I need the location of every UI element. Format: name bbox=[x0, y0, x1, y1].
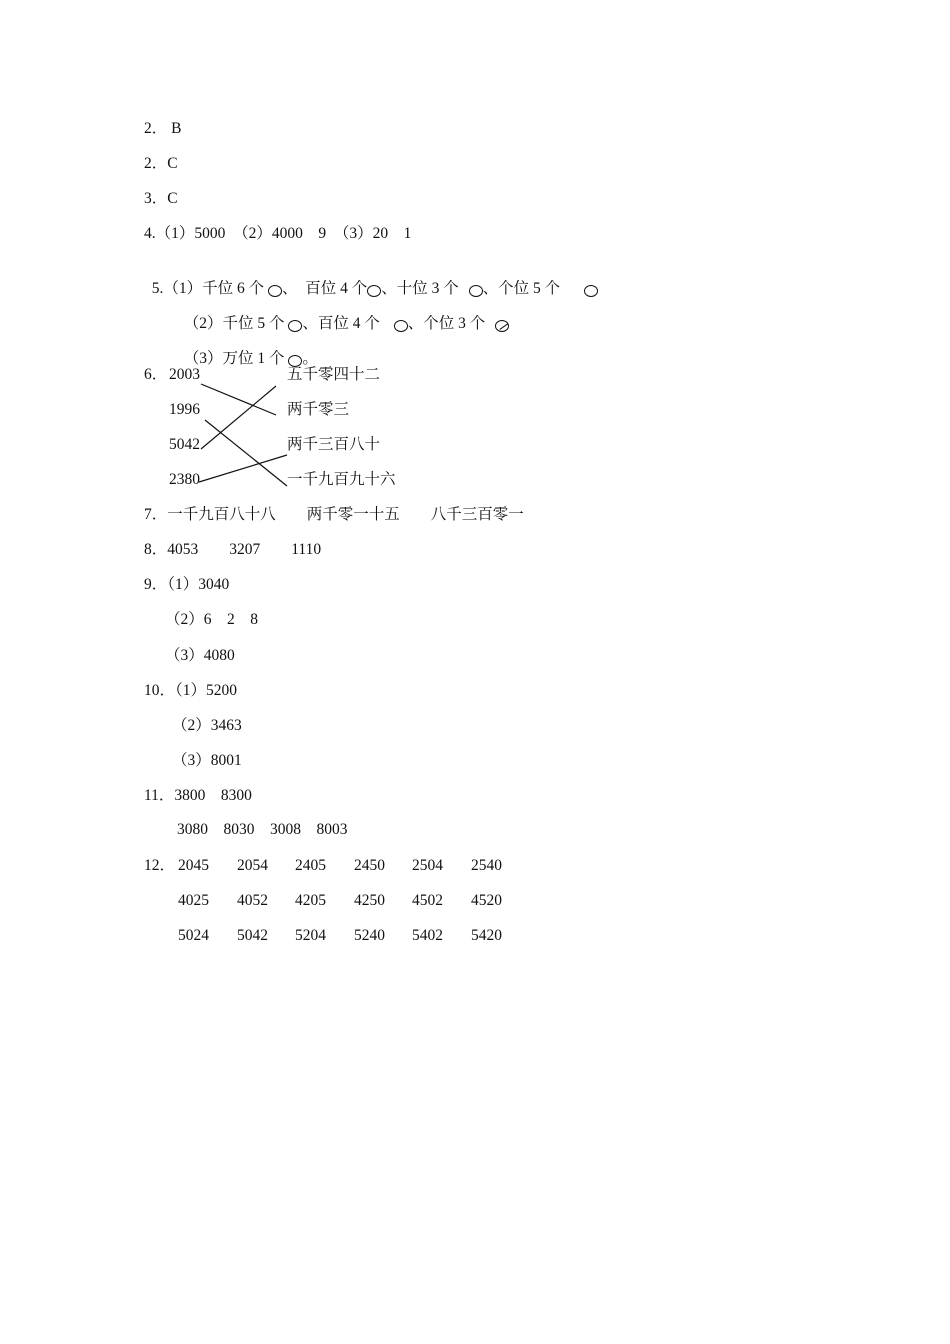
answer-8: 8．4053 3207 1110 bbox=[144, 541, 322, 558]
text: （2）千位 5 个 bbox=[183, 315, 289, 332]
number-cell: 2504 bbox=[412, 857, 443, 874]
number-cell: 4520 bbox=[471, 892, 502, 909]
match-right-item: 两千三百八十 bbox=[287, 436, 381, 453]
answer-11-line-2: 3080 8030 3008 8003 bbox=[177, 821, 348, 838]
match-left-item: 5042 bbox=[169, 436, 200, 453]
answer-7: 7．一千九百八十八 两千零一十五 八千三百零一 bbox=[144, 506, 524, 523]
text: 、 百位 4 个 bbox=[282, 280, 368, 297]
answer-10-line-2: （2）3463 bbox=[172, 717, 242, 734]
match-right-item: 一千九百九十六 bbox=[287, 471, 396, 488]
answer-10-line-1: 10．（1）5200 bbox=[144, 682, 238, 699]
number-cell: 4025 bbox=[178, 892, 209, 909]
text: （3）万位 1 个 bbox=[183, 350, 289, 367]
match-left-item: 2380 bbox=[169, 471, 200, 488]
number-cell: 2450 bbox=[354, 857, 385, 874]
number-cell: 5204 bbox=[295, 927, 326, 944]
number-cell: 5042 bbox=[237, 927, 268, 944]
number-cell: 2045 bbox=[178, 857, 209, 874]
match-right-item: 五千零四十二 bbox=[287, 366, 381, 383]
text: 、个位 3 个 bbox=[407, 315, 490, 332]
number-cell: 5024 bbox=[178, 927, 209, 944]
number-cell: 4502 bbox=[412, 892, 443, 909]
text: 、个位 5 个 bbox=[482, 280, 561, 297]
number-cell: 5240 bbox=[354, 927, 385, 944]
number-cell: 4205 bbox=[295, 892, 326, 909]
number-cell: 2405 bbox=[295, 857, 326, 874]
answer-11-line-1: 11．3800 8300 bbox=[144, 787, 252, 804]
number-cell: 4052 bbox=[237, 892, 268, 909]
text: 5.（1）千位 6 个 bbox=[151, 280, 269, 297]
number-cell: 4250 bbox=[354, 892, 385, 909]
match-line bbox=[201, 386, 276, 449]
text: 、百位 4 个 bbox=[302, 315, 384, 332]
answer-9-line-1: 9．（1）3040 bbox=[144, 576, 230, 593]
match-line bbox=[201, 384, 276, 415]
match-left-item: 2003 bbox=[169, 366, 200, 383]
match-line bbox=[199, 455, 287, 482]
answer-12-label: 12． bbox=[144, 857, 176, 874]
text: 。 bbox=[302, 350, 318, 367]
answer-4: 4.（1）5000 （2）4000 9 （3）20 1 bbox=[144, 225, 412, 242]
answer-2: 2．C bbox=[144, 155, 178, 172]
match-left-item: 1996 bbox=[169, 401, 200, 418]
answer-1: 2． B bbox=[144, 120, 182, 137]
answer-9-line-2: （2）6 2 8 bbox=[165, 611, 259, 628]
number-cell: 2054 bbox=[237, 857, 268, 874]
number-cell: 5420 bbox=[471, 927, 502, 944]
number-cell: 2540 bbox=[471, 857, 502, 874]
text: 、十位 3 个 bbox=[381, 280, 463, 297]
match-right-item: 两千零三 bbox=[287, 401, 350, 418]
answer-3: 3．C bbox=[144, 190, 178, 207]
number-cell: 5402 bbox=[412, 927, 443, 944]
answer-6-label: 6． bbox=[144, 366, 168, 383]
answer-10-line-3: （3）8001 bbox=[172, 752, 242, 769]
answer-9-line-3: （3）4080 bbox=[165, 647, 235, 664]
